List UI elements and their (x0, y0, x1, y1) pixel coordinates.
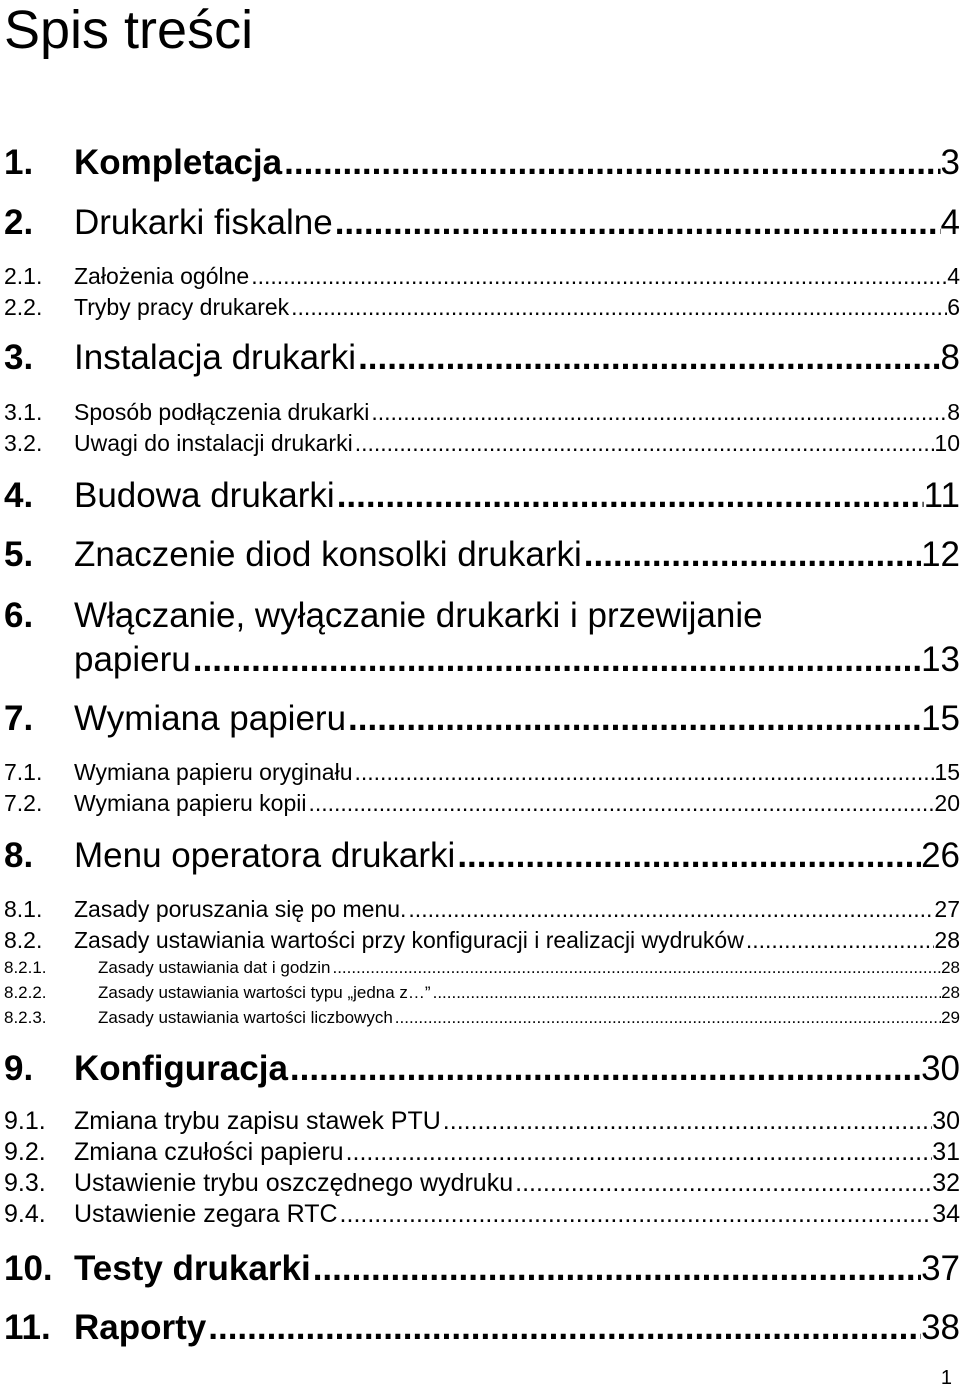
toc-entry-7-1[interactable] (4, 758, 960, 786)
toc-leader-dots (338, 1199, 933, 1229)
toc-title: Instalacja drukarki (74, 338, 357, 377)
toc-number: 9. (4, 1049, 34, 1088)
toc-number: 4. (4, 476, 34, 515)
toc-page: 8 (940, 338, 960, 377)
toc-page: 4 (940, 203, 960, 242)
toc-number: 8.2.1. (4, 958, 47, 977)
toc-leader-dots (311, 1249, 921, 1289)
toc-page: 31 (932, 1138, 960, 1166)
toc-number: 9.3. (4, 1169, 46, 1197)
toc-page: 30 (921, 1049, 960, 1088)
toc-entry-11[interactable] (4, 1308, 960, 1348)
toc-entry-8-1[interactable] (4, 895, 960, 923)
toc-title-continued: papieru (74, 640, 191, 679)
toc-number: 8.2. (4, 927, 43, 953)
toc-leader-dots (288, 1049, 921, 1089)
toc-number: 7.2. (4, 790, 43, 816)
toc-number: 5. (4, 535, 34, 574)
toc-leader-dots (513, 1168, 932, 1198)
toc-entry-3-2[interactable] (4, 429, 960, 457)
toc-entry-7-2[interactable] (4, 789, 960, 817)
toc-title: Zmiana trybu zapisu stawek PTU (74, 1107, 441, 1135)
toc-entry-6-continued[interactable] (74, 640, 960, 680)
toc-entry-10[interactable] (4, 1249, 960, 1289)
toc-number: 2. (4, 203, 34, 242)
toc-page: 20 (934, 790, 960, 816)
toc-entry-8-2-2[interactable] (4, 982, 960, 1004)
toc-number: 8.2.2. (4, 983, 47, 1002)
page-title: Spis treści (4, 0, 254, 60)
toc-entry-9-4[interactable] (4, 1199, 960, 1229)
toc-leader-dots (441, 1106, 932, 1136)
toc-title: Tryby pracy drukarek (74, 294, 290, 320)
toc-number: 3. (4, 338, 34, 377)
toc-leader-dots (330, 957, 941, 979)
toc-entry-8-2[interactable] (4, 926, 960, 954)
toc-number: 2.1. (4, 263, 43, 289)
toc-number: 3.1. (4, 399, 43, 425)
toc-entry-9-2[interactable] (4, 1137, 960, 1167)
toc-entry-3-1[interactable] (4, 398, 960, 426)
toc-number: 8.1. (4, 896, 43, 922)
toc-title: Kompletacja (74, 143, 283, 182)
toc-leader-dots (306, 789, 934, 817)
toc-number: 2.2. (4, 294, 43, 320)
toc-page: 15 (921, 699, 960, 738)
toc-entry-2-1[interactable] (4, 262, 960, 290)
toc-number: 8.2.3. (4, 1008, 47, 1027)
toc-leader-dots (582, 535, 921, 575)
toc-title: Sposób podłączenia drukarki (74, 399, 370, 425)
toc-page: 30 (932, 1107, 960, 1135)
toc-entry-1[interactable] (4, 143, 960, 183)
toc-number: 9.4. (4, 1200, 46, 1228)
toc-entry-2[interactable] (4, 203, 960, 243)
toc-entry-9[interactable] (4, 1049, 960, 1089)
toc-title: Zasady ustawiania wartości przy konfiguracji i realizacji wydruków (74, 927, 744, 953)
toc-entry-9-1[interactable] (4, 1106, 960, 1136)
toc-entry-8[interactable] (4, 836, 960, 876)
toc-page: 28 (941, 958, 960, 977)
toc-title: Wymiana papieru oryginału (74, 759, 353, 785)
toc-number: 7. (4, 699, 34, 738)
page-number: 1 (940, 1367, 952, 1389)
toc-entry-6[interactable] (4, 596, 960, 636)
toc-page: 15 (934, 759, 960, 785)
toc-title: Zasady poruszania się po menu. (74, 896, 407, 922)
toc-entry-8-2-1[interactable] (4, 957, 960, 979)
toc-leader-dots (353, 429, 935, 457)
toc-page: 6 (947, 294, 960, 320)
toc-leader-dots (369, 398, 947, 426)
toc-leader-dots (356, 338, 940, 378)
toc-page: 3 (940, 143, 960, 182)
toc-leader-dots (344, 1137, 933, 1167)
toc-leader-dots (249, 262, 947, 290)
toc-leader-dots (406, 895, 934, 923)
toc-leader-dots (191, 640, 921, 680)
toc-page: 13 (921, 640, 960, 679)
toc-leader-dots (431, 982, 941, 1004)
toc-page: 4 (947, 263, 960, 289)
toc-leader-dots (289, 293, 947, 321)
toc-number: 9.1. (4, 1107, 46, 1135)
toc-page: 26 (921, 836, 960, 875)
toc-page: 28 (934, 927, 960, 953)
toc-leader-dots (393, 1007, 941, 1029)
toc-title: Uwagi do instalacji drukarki (74, 430, 353, 456)
toc-entry-7[interactable] (4, 699, 960, 739)
toc-number: 8. (4, 836, 34, 875)
toc-page: 10 (934, 430, 960, 456)
toc-page: 38 (921, 1308, 960, 1347)
toc-title: Włączanie, wyłączanie drukarki i przewijanie (74, 596, 763, 635)
toc-entry-4[interactable] (4, 476, 960, 516)
toc-leader-dots (744, 926, 935, 954)
toc-title: Zasady ustawiania dat i godzin (98, 958, 331, 977)
toc-number: 9.2. (4, 1138, 46, 1166)
toc-page: 37 (921, 1249, 960, 1288)
toc-page: 29 (941, 1008, 960, 1027)
toc-entry-8-2-3[interactable] (4, 1007, 960, 1029)
toc-title: Raporty (74, 1308, 207, 1347)
toc-title: Konfiguracja (74, 1049, 288, 1088)
toc-title: Zasady ustawiania wartości liczbowych (98, 1008, 393, 1027)
toc-title: Drukarki fiskalne (74, 203, 333, 242)
toc-page: 32 (932, 1169, 960, 1197)
toc-page: 27 (934, 896, 960, 922)
toc-leader-dots (206, 1308, 921, 1348)
toc-title: Menu operatora drukarki (74, 836, 456, 875)
toc-title: Wymiana papieru kopii (74, 790, 307, 816)
toc-title: Założenia ogólne (74, 263, 250, 289)
toc-entry-2-2[interactable] (4, 293, 960, 321)
toc-leader-dots (353, 758, 935, 786)
toc-leader-dots (455, 836, 921, 876)
toc-title: Ustawienie zegara RTC (74, 1200, 338, 1228)
toc-leader-dots (333, 203, 941, 243)
toc-title: Ustawienie trybu oszczędnego wydruku (74, 1169, 514, 1197)
toc-entry-3[interactable] (4, 338, 960, 378)
toc-title: Znaczenie diod konsolki drukarki (74, 535, 582, 574)
toc-number: 7.1. (4, 759, 43, 785)
toc-entry-9-3[interactable] (4, 1168, 960, 1198)
toc-page: 34 (932, 1200, 960, 1228)
toc-leader-dots (335, 476, 924, 516)
toc-number: 3.2. (4, 430, 43, 456)
toc-entry-5[interactable] (4, 535, 960, 575)
toc-page: 28 (941, 983, 960, 1002)
toc-number: 6. (4, 596, 34, 635)
toc-title: Wymiana papieru (74, 699, 347, 738)
toc-title: Zmiana czułości papieru (74, 1138, 344, 1166)
toc-number: 11. (4, 1308, 51, 1347)
toc-leader-dots (346, 699, 921, 739)
toc-page: 8 (947, 399, 960, 425)
toc-number: 1. (4, 143, 34, 182)
toc-page: 12 (921, 535, 960, 574)
toc-page: 11 (923, 476, 960, 515)
toc-title: Zasady ustawiania wartości typu „jedna z…” (98, 983, 431, 1002)
toc-number: 10. (4, 1249, 53, 1288)
toc-title: Budowa drukarki (74, 476, 335, 515)
toc-title: Testy drukarki (74, 1249, 311, 1288)
toc-leader-dots (282, 143, 940, 183)
